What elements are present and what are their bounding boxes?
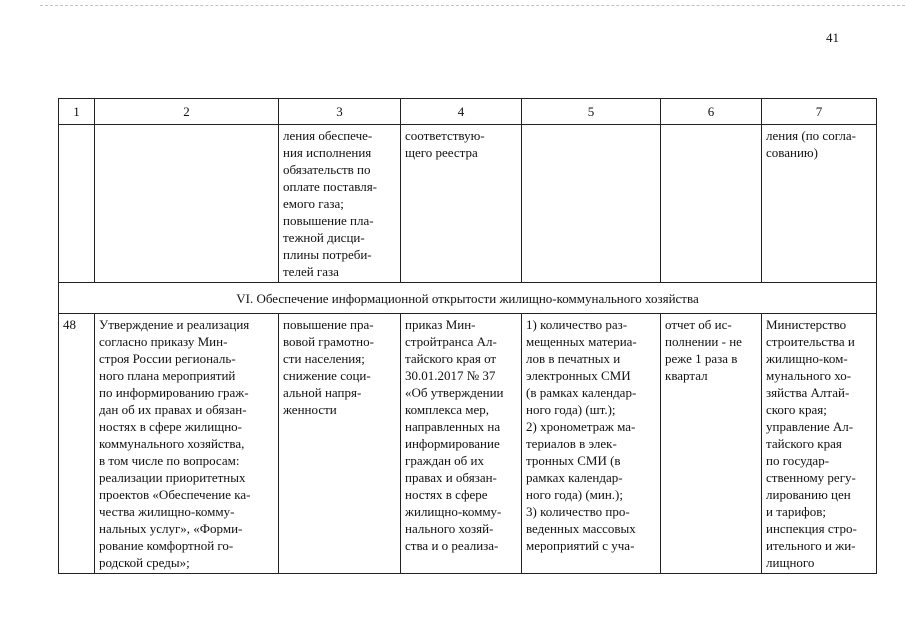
indicators-cell: 1) количество раз- мещенных материа- лов в печатных и электронных СМИ (в рамках календар- ного года) (шт.); 2) хронометраж ма- териалов в элек- тронных СМИ (в рамках календар- ного года) (мин.); 3) количество про- веденных массовых мероприятий с уча-: [522, 314, 661, 574]
header-cell-4: 4: [401, 99, 522, 125]
deadline-cell: отчет об ис- полнении - не реже 1 раза в квартал: [661, 314, 762, 574]
row-cell-7: ления (по согла- сованию): [762, 125, 877, 283]
page-number: 41: [826, 30, 839, 45]
header-cell-3: 3: [279, 99, 401, 125]
row-cell-2: [95, 125, 279, 283]
row-cell-5: [522, 125, 661, 283]
section-row: [59, 283, 877, 314]
scan-edge-line: [40, 5, 905, 6]
row-cell-3: ления обеспече- ния исполнения обязательств по оплате поставля- емого газа; повышение пла- тежной дисци- плины потреби- телей газа: [279, 125, 401, 283]
header-row: [59, 99, 877, 125]
activity-cell: Утверждение и реализация согласно приказу Мин- строя России региональ- ного плана мероприятий по информированию граж- дан об их правах и обязан- ностях в сфере жилищно- коммунального хозяйства, в том числе по вопросам: реализации приоритетных проектов «Обеспечение ка- чества жилищно-комму- нальных услуг», «Форми- рование комфортной го- родской среды»;: [95, 314, 279, 574]
row-cell-6: [661, 125, 762, 283]
data-table: [58, 98, 877, 574]
responsible-cell: Министерство строительства и жилищно-ком- мунального хо- зяйства Алтай- ского края; управление Ал- тайского края по государ- ственному регу- лированию цен и тарифов; инспекция стро- ительного и жи- лищного: [762, 314, 877, 574]
header-cell-7: 7: [762, 99, 877, 125]
table-row: [59, 314, 877, 574]
header-cell-5: 5: [522, 99, 661, 125]
row-cell-4: соответствую- щего реестра: [401, 125, 522, 283]
header-cell-2: 2: [95, 99, 279, 125]
row-number: 48: [59, 314, 95, 574]
header-cell-1: 1: [59, 99, 95, 125]
section-title: VI. Обеспечение информационной открытости жилищно-коммунального хозяйства: [59, 283, 877, 314]
goal-cell: повышение пра- вовой грамотно- сти населения; снижение соци- альной напря- женности: [279, 314, 401, 574]
basis-cell: приказ Мин- стройтранса Ал- тайского края от 30.01.2017 № 37 «Об утверждении комплекса мер, направленных на информирование граждан об их правах и обязан- ностях в сфере жилищно-комму- нального хозяй- ства и о реализа-: [401, 314, 522, 574]
table-row: [59, 125, 877, 283]
row-cell-1: [59, 125, 95, 283]
header-cell-6: 6: [661, 99, 762, 125]
